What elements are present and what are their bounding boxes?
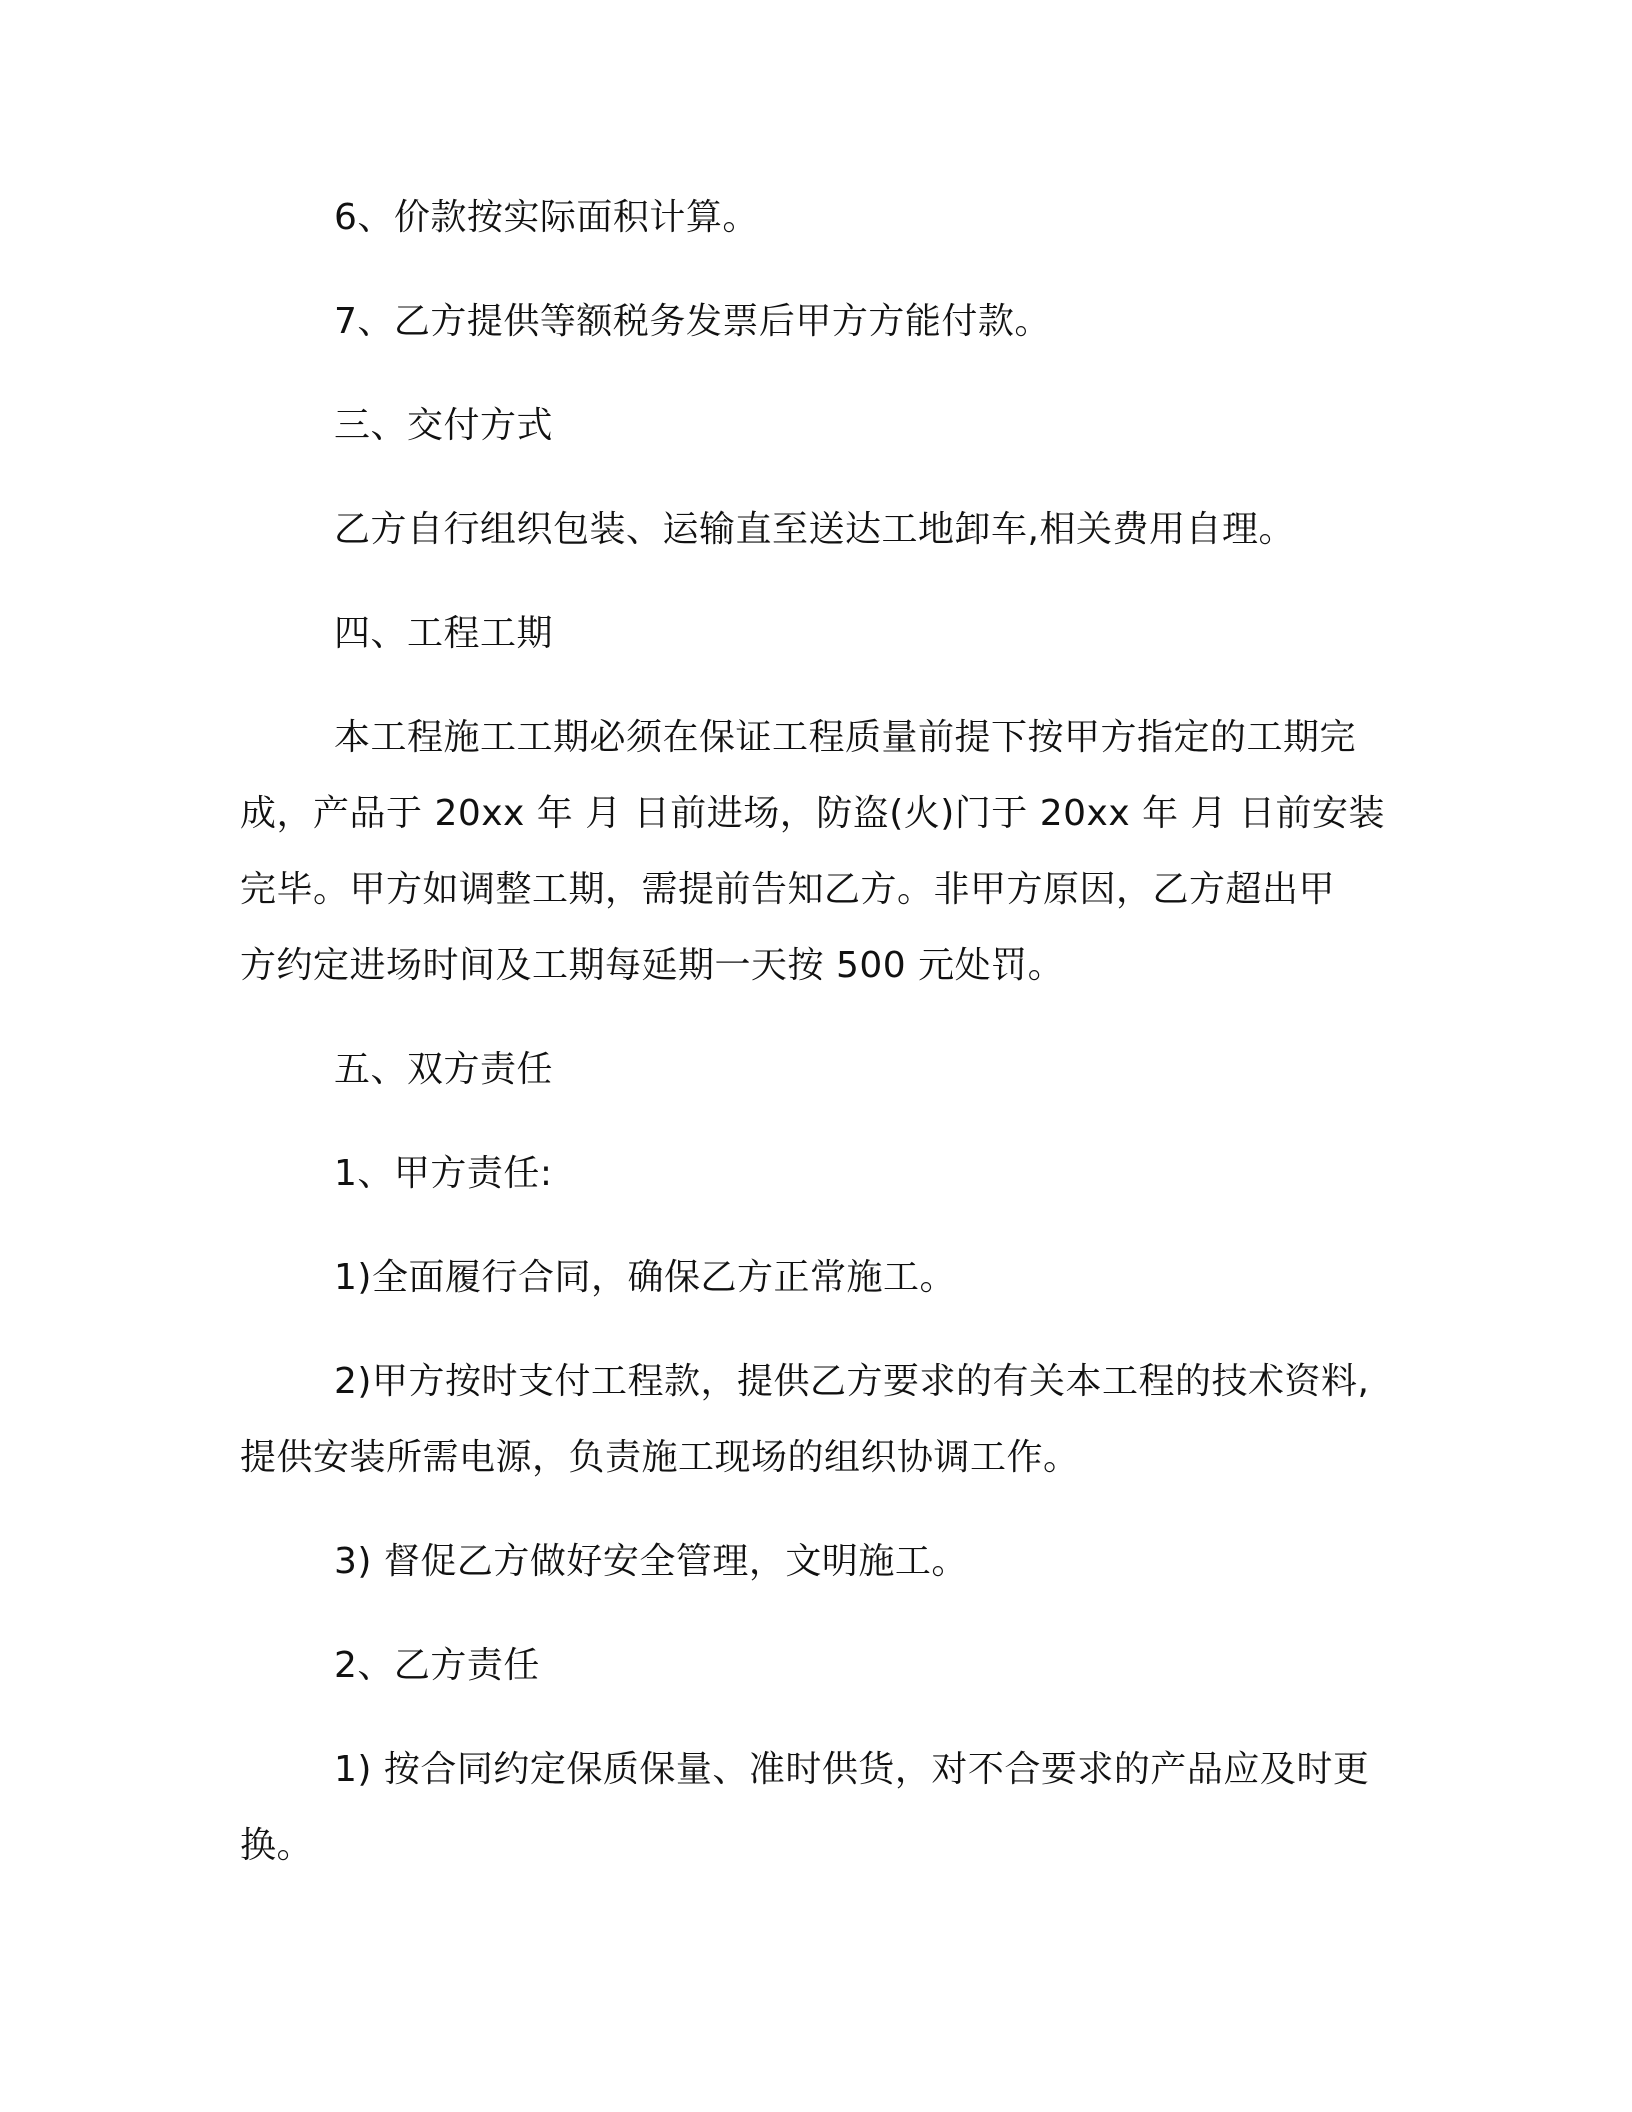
section-4-body-line-4: 方约定进场时间及工期每延期一天按 500 元处罚。 bbox=[240, 945, 1065, 986]
party-b-heading: 2、乙方责任 bbox=[334, 1645, 540, 1686]
clause-7-invoice-payment: 7、乙方提供等额税务发票后甲方方能付款。 bbox=[334, 301, 1051, 342]
party-b-item-1-line-2: 换。 bbox=[240, 1825, 314, 1866]
section-5-heading: 五、双方责任 bbox=[334, 1049, 554, 1090]
party-a-item-2-line-1: 2)甲方按时支付工程款，提供乙方要求的有关本工程的技术资料, bbox=[334, 1361, 1370, 1402]
party-b-item-1-line-1: 1) 按合同约定保质保量、准时供货，对不合要求的产品应及时更 bbox=[334, 1749, 1370, 1790]
section-4-body-line-3: 完毕。甲方如调整工期，需提前告知乙方。非甲方原因，乙方超出甲 bbox=[240, 869, 1336, 910]
party-a-item-1: 1)全面履行合同，确保乙方正常施工。 bbox=[334, 1257, 956, 1298]
section-3-heading: 三、交付方式 bbox=[334, 405, 554, 446]
clause-6-price-by-area: 6、价款按实际面积计算。 bbox=[334, 197, 759, 238]
party-a-item-2-line-2: 提供安装所需电源，负责施工现场的组织协调工作。 bbox=[240, 1437, 1080, 1478]
section-3-body: 乙方自行组织包装、运输直至送达工地卸车,相关费用自理。 bbox=[334, 509, 1295, 550]
party-a-item-3: 3) 督促乙方做好安全管理，文明施工。 bbox=[334, 1541, 968, 1582]
party-a-heading: 1、甲方责任: bbox=[334, 1153, 553, 1194]
section-4-heading: 四、工程工期 bbox=[334, 613, 554, 654]
section-4-body-line-2: 成，产品于 20xx 年 月 日前进场，防盗(火)门于 20xx 年 月 日前安装 bbox=[240, 793, 1385, 834]
section-4-body-line-1: 本工程施工工期必须在保证工程质量前提下按甲方指定的工期完 bbox=[334, 717, 1357, 758]
